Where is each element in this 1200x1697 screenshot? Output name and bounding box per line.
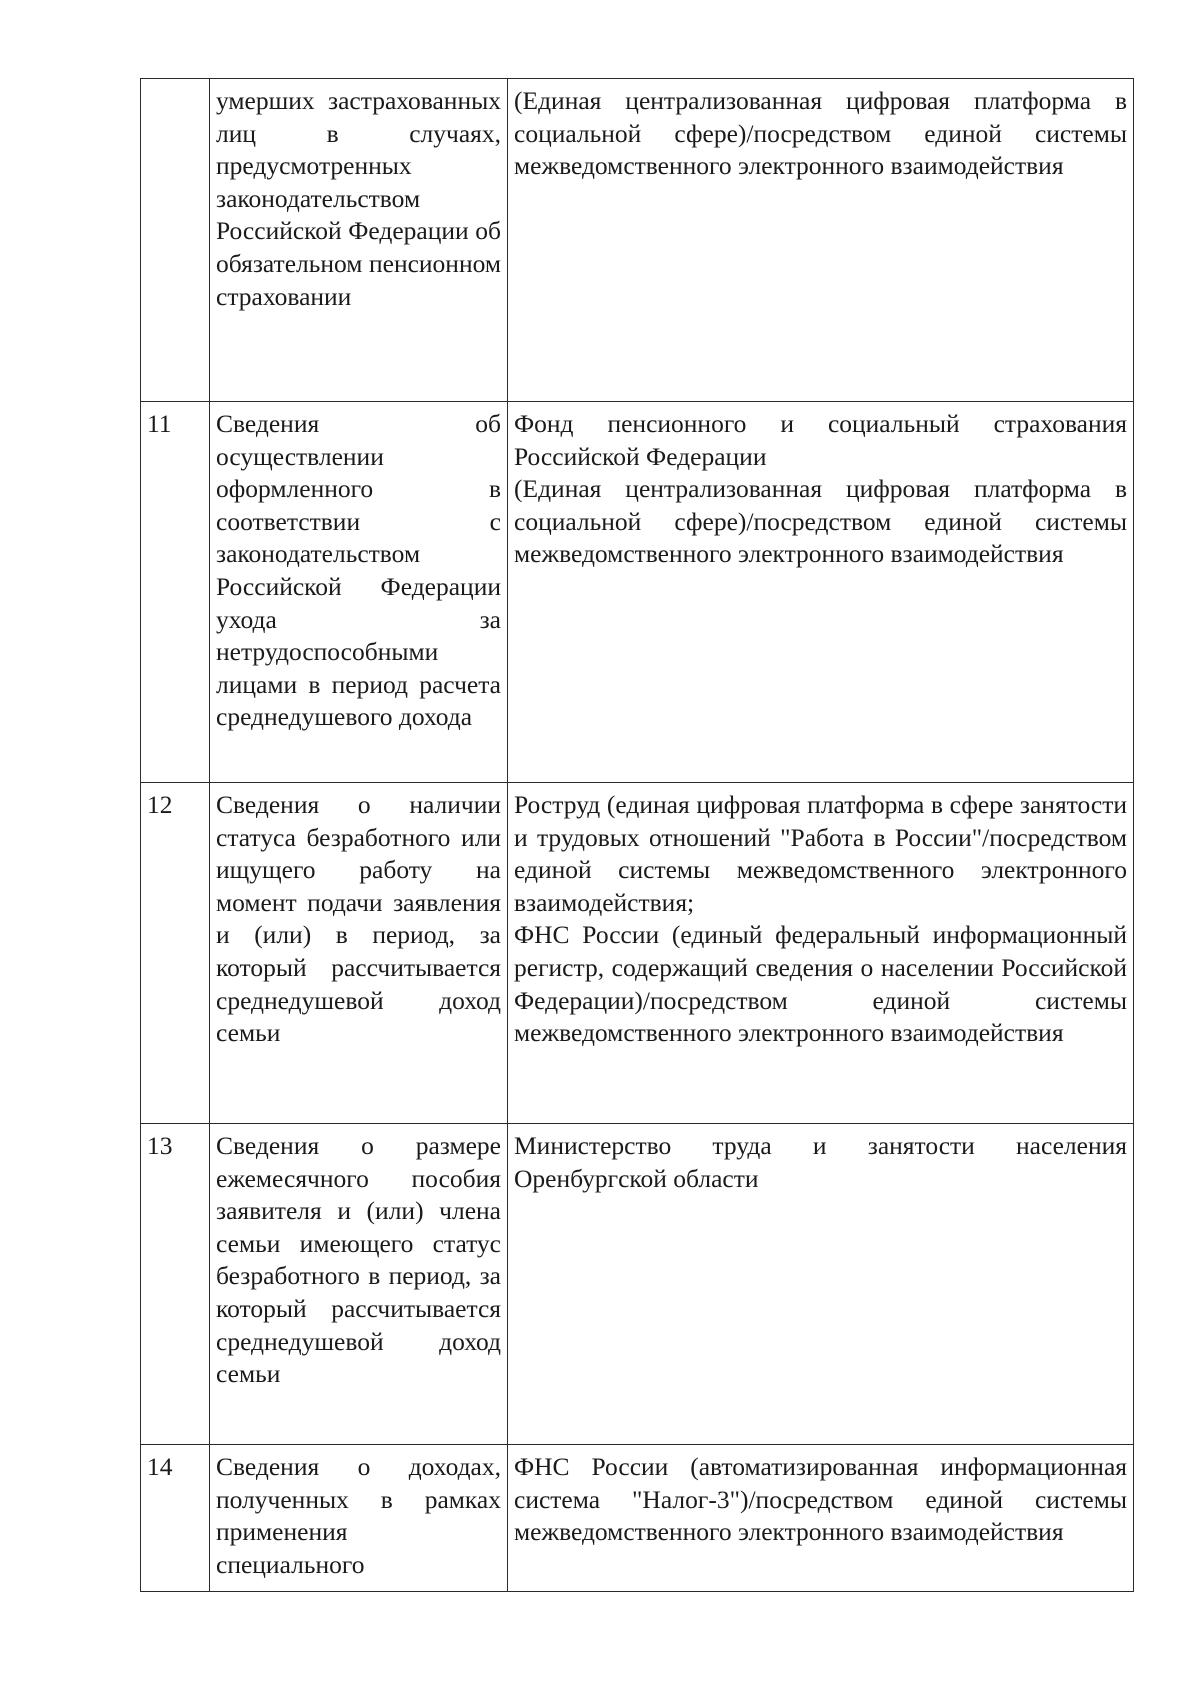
table-row bbox=[141, 1445, 1134, 1592]
row-number: 13 bbox=[141, 1124, 210, 1445]
info-description: Сведения о размере ежемесячного пособия заявителя и (или) члена семьи имеющего статус безработного в период, за который рассчитывается среднедушевой доход семьи bbox=[210, 1124, 508, 1445]
table-row bbox=[141, 79, 1134, 402]
table-row bbox=[141, 1124, 1134, 1445]
info-description: умерших застрахованных лиц в случаях, предусмотренных законодательством Российской Федерации об обязательном пенсионном страховании bbox=[210, 79, 508, 402]
source-channel: (Единая централизованная цифровая платформа в социальной сфере)/посредством единой системы межведомственного электронного взаимодействия bbox=[514, 474, 1127, 569]
table-row bbox=[141, 402, 1134, 783]
info-source: ФНС России (автоматизированная информационная система "Налог-3")/посредством единой системы межведомственного электронного взаимодействия bbox=[508, 1445, 1134, 1592]
source-agency: ФНС России (единый федеральный информационный регистр, содержащий сведения о населении Российской Федерации)/посредством единой системы межведомственного электронного взаимодействия bbox=[514, 920, 1127, 1048]
source-agency: Фонд пенсионного и социальный страхования Российской Федерации bbox=[514, 409, 1127, 471]
table-row bbox=[141, 783, 1134, 1124]
info-source: (Единая централизованная цифровая платформа в социальной сфере)/посредством единой системы межведомственного электронного взаимодействия bbox=[508, 79, 1134, 402]
data-sources-table bbox=[140, 78, 1134, 1592]
source-agency: Роструд (единая цифровая платформа в сфере занятости и трудовых отношений "Работа в России"/посредством единой системы межведомственного электронного взаимодействия; bbox=[514, 790, 1127, 917]
info-source: Министерство труда и занятости населения Оренбургской области bbox=[508, 1124, 1134, 1445]
info-source bbox=[508, 783, 1134, 1124]
row-number: 12 bbox=[141, 783, 210, 1124]
info-description: Сведения о доходах, полученных в рамках применения специального bbox=[210, 1445, 508, 1592]
info-description: Сведения о наличии статуса безработного или ищущего работу на момент подачи заявления и (или) в период, за который рассчитывается среднедушевой доход семьи bbox=[210, 783, 508, 1124]
info-description: Сведения об осуществлении оформленного в соответствии с законодательством Российской Федерации ухода за нетрудоспособными лицами в период расчета среднедушевого дохода bbox=[210, 402, 508, 783]
row-number: 14 bbox=[141, 1445, 210, 1592]
row-number: 11 bbox=[141, 402, 210, 783]
info-source bbox=[508, 402, 1134, 783]
row-number bbox=[141, 79, 210, 402]
